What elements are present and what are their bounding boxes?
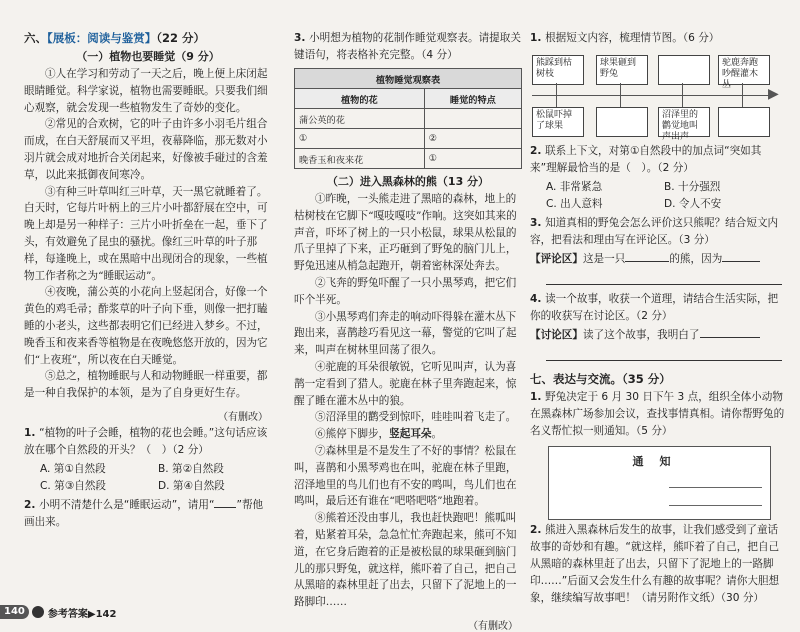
passage-paragraph: ④驼鹿的耳朵很敏锐，它听见叫声，认为喜鹊一定看到了猎人。驼鹿在林子里奔跑起来，惊醒了睡在灌木丛中的狼。 — [294, 360, 517, 407]
question-text: 联系上下文，对第①自然段中的加点词“突如其来”理解最恰当的是（ ）。（2 分） — [530, 145, 762, 174]
section-six-heading — [24, 30, 272, 46]
flow-box: 熊踩到枯树枝 — [532, 55, 584, 85]
table-cell-blank[interactable] — [424, 109, 521, 129]
source-note: （有删改） — [218, 411, 268, 423]
column-right — [530, 30, 785, 604]
flow-blank-box[interactable] — [718, 107, 770, 137]
section-points: （22 分） — [156, 31, 206, 45]
notice-box[interactable] — [548, 446, 771, 520]
option-a[interactable]: A. 非常紧急 — [546, 181, 603, 193]
question-1-plot: 1. 根据短文内容，梳理情节图。（6 分） — [530, 32, 720, 44]
comment-tag: 【评论区】 — [530, 253, 583, 265]
fill-text: 读了这个故事，我明白了 — [582, 329, 700, 341]
passage-two-title: （二）进入黑森林的熊（13 分） — [326, 175, 490, 188]
highlighted-phrase: 竖起耳朵 — [389, 428, 432, 441]
discussion-tag: 【讨论区】 — [530, 329, 583, 341]
table-row — [295, 109, 522, 129]
question-text: 读一个故事，收获一个道理，请结合生活实际，把你的收获写在讨论区。（2 分） — [530, 293, 779, 322]
comment-area — [530, 251, 785, 268]
option-d[interactable]: D. 令人不安 — [664, 198, 722, 210]
passage-paragraph: ④夜晚，蒲公英的小花向上竖起闭合，好像一个黄色的鸡毛帚；酢浆草的叶子向下垂，则像一把打瞌睡的小老头，这些都表明它们已经进入梦乡。不过，晚香玉和夜来香等植物是在夜晚悠悠开放的，因为它们“上夜班”，所以夜在白天睡觉。 — [24, 286, 268, 366]
flow-box: 驼鹿奔跑吵醒灌木丛 — [718, 55, 770, 85]
passage-paragraph: ①昨晚，一头熊走进了黑暗的森林，地上的枯树枝在它脚下“嘎吱嘎吱”作响。这突如其来的声音，吓坏了树上的一只小松鼠，球果从松鼠的爪子里掉了下来，正巧砸到了野兔的脑门儿上，野兔迅速从梢急起跑开，朝着密林深处奔去。 — [294, 193, 517, 273]
question-2: 2. 小明不清楚什么是“睡眠运动”，请用“ ”帮他画出来。 — [24, 498, 264, 528]
answer-blank[interactable] — [722, 261, 760, 262]
question-text: 熊进入黑森林后发生的故事，让我们感受到了童话故事的奇妙和有趣。“就这样，熊吓着了自己，把自己从黑暗的森林里赶了出去，只留下了泥地上的一路脚印……”后面又会发生什么有趣的故事呢？请你大胆想象，继续编写故事吧！（请另附作文纸）（30 分） — [530, 524, 780, 604]
page-number: 140 — [0, 605, 29, 619]
answer-blank[interactable] — [700, 337, 760, 338]
table-cell-blank[interactable]: ② — [424, 129, 521, 149]
table-header: 睡觉的特点 — [424, 89, 521, 109]
connector — [556, 83, 557, 95]
flow-box: 球果砸到野兔 — [596, 55, 648, 85]
fill-text: 的熊，因为 — [669, 253, 723, 265]
section-bracket-title: 【展板：阅读与鉴赏】 — [47, 31, 157, 45]
column-left — [24, 30, 272, 597]
answer-reference[interactable]: 参考答案▶142 — [47, 608, 117, 620]
section-number: 六、 — [24, 31, 47, 45]
table-row — [295, 149, 522, 169]
connector — [682, 83, 683, 95]
passage-paragraph: ①人在学习和劳动了一天之后，晚上便上床闭起眼睛睡觉。科学家说，植物也需要睡眠。只要我们细心观察，就会发现一些植物发生了奇妙的变化。 — [24, 68, 268, 114]
passage-paragraph: ②飞奔的野兔吓醒了一只小黑琴鸡，把它们吓个半死。 — [294, 276, 517, 306]
table-row — [295, 129, 522, 149]
section-seven-heading: 七、表达与交流。（35 分） — [530, 372, 671, 386]
question-text: ”帮他画出来。 — [24, 498, 264, 528]
answer-blank[interactable] — [625, 261, 669, 262]
passage-paragraph: ②常见的合欢树，它的叶子由许多小羽毛片组合而成，在白天舒展而又平坦，夜幕降临，那无数对小羽片就会成对地折合关闭起来，好像被手碰过的含羞草，以此来抵御夜间寒冷。 — [24, 118, 268, 181]
question-text: 小明不清楚什么是“睡眠运动”，请用“ — [39, 498, 215, 511]
question-7-1: 1. 野兔决定于 6 月 30 日下午 3 点，组织全体小动物在黑森林广场参加会议，查找事情真相。请你帮野兔的名义帮忙拟一则通知。（5 分） — [530, 391, 785, 437]
flow-box: 松鼠吓掉了球果 — [532, 107, 584, 137]
text-span: ⑥熊停下脚步， — [315, 428, 390, 441]
option-b[interactable]: B. 第②自然段 — [158, 462, 224, 475]
observation-table — [294, 68, 522, 169]
underline-blank[interactable] — [214, 507, 236, 508]
flow-blank-box[interactable] — [596, 107, 648, 137]
timeline-line — [532, 95, 772, 96]
passage-paragraph: ⑤总之，植物睡眠与人和动物睡眠一样重要，都是一种自我保护的本领，是为了自身更好生存。 — [24, 370, 268, 400]
flow-blank-box[interactable] — [658, 55, 710, 85]
answer-line[interactable] — [546, 274, 782, 285]
connector — [620, 83, 621, 95]
notice-line[interactable] — [669, 505, 762, 506]
passage-paragraph: ⑧熊着还没由事儿，我也赶快跑吧！熊呱叫着，贴紧着耳朵，急急忙忙奔跑起来，熊可不知道，在它身后跑着的正是被松鼠的球果砸到脑门儿的那只野兔，就这样，熊吓着了自己，把自己从黑暗的森林里赶了出去，只留下了泥地上的一路脚印…… — [294, 512, 517, 609]
question-text: “植物的叶子会睡，植物的花也会睡。”这句话应该放在哪个自然段的开头？（ ）（2 分） — [24, 426, 268, 456]
option-c[interactable]: C. 出人意料 — [546, 198, 603, 210]
table-cell: 晚香玉和夜来花 — [295, 149, 425, 169]
passage-paragraph: ③有种三叶草叫红三叶草，天一黑它就睡着了。白天时，它每片叶柄上的三片小叶都舒展在空中，可晚上却是另一种样子：三片小叶折垒在一起，垂下了头，有效避免了昆虫的骚扰。像红三叶草的叶子那样，每逢晚上，或在黑暗中出现闭合的现象，一些植物工作者称之为“睡眠运动”。 — [24, 185, 268, 282]
question-1-options — [24, 461, 272, 495]
question-text: 野兔决定于 6 月 30 日下午 3 点，组织全体小动物在黑森林广场参加会议，查找事情真相。请你帮野兔的名义帮忙拟一则通知。（5 分） — [530, 391, 785, 437]
connector — [620, 95, 621, 107]
source-note: （有删改） — [468, 620, 518, 632]
table-cell-blank[interactable]: ① — [424, 149, 521, 169]
option-a[interactable]: A. 第①自然段 — [40, 462, 106, 475]
arrow-right-icon: ▶ — [768, 86, 779, 102]
answer-icon — [32, 606, 44, 618]
connector — [742, 95, 743, 107]
question-4: 4. 读一个故事，收获一个道理，请结合生活实际，把你的收获写在讨论区。（2 分） — [530, 293, 779, 322]
passage-paragraph: ⑦森林里是不是发生了不好的事情？松鼠在叫，喜鹊和小黑琴鸡也在叫，驼鹿在林子里跑，沼泽地里的鸟儿们也有不安的鸣叫，鸟儿们也在鸣叫，最后还有谁在“吧嗒吧嗒”地跑着。 — [294, 444, 517, 508]
table-cell: 蒲公英的花 — [295, 109, 425, 129]
text-span: 。 — [431, 428, 443, 441]
notice-title: 通知 — [632, 455, 687, 468]
option-b[interactable]: B. 十分强烈 — [664, 181, 721, 193]
passage-one-title: （一）植物也要睡觉（9 分） — [76, 50, 220, 63]
question-7-2: 2. 熊进入黑森林后发生的故事，让我们感受到了童话故事的奇妙和有趣。“就这样，熊吓着了自己，把自己从黑暗的森林里赶了出去，只留下了泥地上的一路脚印……”后面又会发生什么有趣的故事呢？请你大胆想象，继续编写故事吧！（请另附作文纸）（30 分） — [530, 524, 780, 604]
passage-paragraph: ⑤沼泽里的鹳受到惊吓，哇哇叫着飞走了。 — [315, 411, 517, 424]
flow-box: 沼泽里的鹳觉地叫声出声 — [658, 107, 710, 137]
connector — [556, 95, 557, 107]
question-3: 3. 知道真相的野兔会怎么评价这只熊呢？结合短文内容，把看法和理由写在评论区。（3 分） — [530, 217, 779, 246]
table-title: 植物睡觉观察表 — [295, 69, 522, 89]
question-text: 根据短文内容，梳理情节图。（6 分） — [545, 32, 720, 44]
option-c[interactable]: C. 第③自然段 — [40, 479, 107, 492]
connector — [742, 83, 743, 95]
answer-line[interactable] — [546, 350, 782, 361]
notice-line[interactable] — [669, 487, 762, 488]
discussion-area — [530, 327, 785, 344]
table-header: 植物的花 — [295, 89, 425, 109]
page-footer — [0, 605, 116, 619]
passage-paragraph: ③小黑琴鸡们奔走的响动吓得躲在灌木丛下跑出来，喜鹊趁巧看见这一幕，警觉的它叫了起来，叫声在树林里回荡了很久。 — [294, 310, 517, 357]
question-2: 2. 联系上下文，对第①自然段中的加点词“突如其来”理解最恰当的是（ ）。（2 分） — [530, 145, 762, 174]
question-text: 小明想为植物的花制作睡觉观察表。请提取关键语句，将表格补充完整。（4 分） — [294, 32, 521, 61]
fill-text: 这是一只 — [582, 253, 626, 265]
plot-flowchart — [530, 51, 785, 142]
passage-paragraph — [294, 426, 522, 443]
question-2-options — [530, 179, 785, 213]
table-cell-blank[interactable]: ① — [295, 129, 425, 149]
column-middle — [294, 30, 522, 632]
question-text: 知道真相的野兔会怎么评价这只熊呢？结合短文内容，把看法和理由写在评论区。（3 分） — [530, 217, 779, 246]
question-1: 1. “植物的叶子会睡，植物的花也会睡。”这句话应该放在哪个自然段的开头？（ ）（2 分） — [24, 426, 268, 456]
option-d[interactable]: D. 第④自然段 — [158, 479, 225, 492]
connector — [682, 95, 683, 107]
question-3: 3. 小明想为植物的花制作睡觉观察表。请提取关键语句，将表格补充完整。（4 分） — [294, 32, 521, 61]
